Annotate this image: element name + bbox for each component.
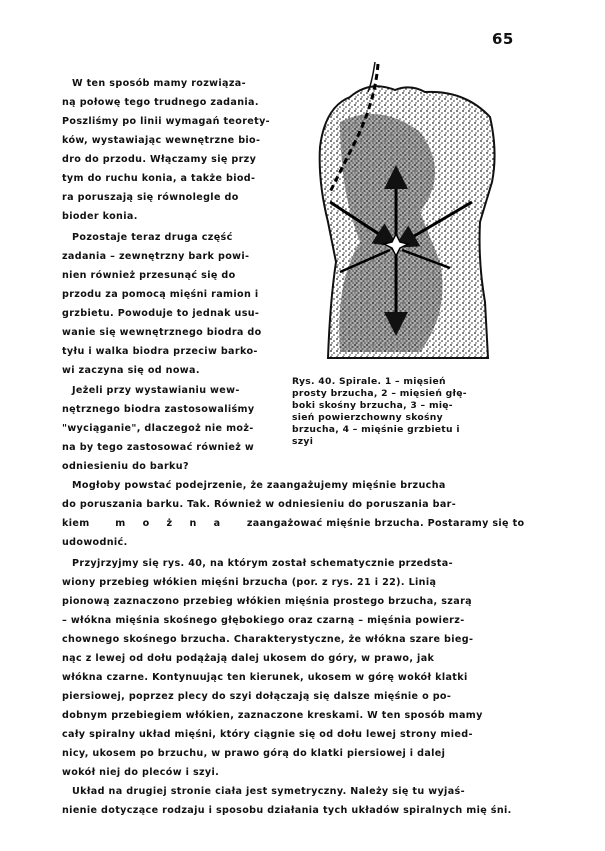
text-line: odniesieniu do barku?	[62, 461, 189, 472]
caption-line: szyi	[292, 436, 314, 447]
text-line	[62, 518, 525, 530]
caption-line: prosty brzucha, 2 – mięsień głę-	[292, 388, 467, 399]
text-line: ną połowę tego trudnego zadania.	[62, 97, 259, 108]
text-line: przodu za pomocą mięśni ramion i	[62, 289, 259, 300]
text-line: udowodnić.	[62, 537, 128, 548]
text-line: ra poruszają się równolegle do	[62, 192, 239, 203]
text-line: nicy, ukosem po brzuchu, w prawo górą do klatki piersiowej i dalej	[62, 748, 446, 759]
text-line: Układ na drugiej stronie ciała jest symetryczny. Należy się tu wyjaś-	[72, 786, 465, 797]
text-line: Jeżeli przy wystawianiu wew-	[72, 385, 240, 396]
text-line: Przyjrzyjmy się rys. 40, na którym został schematycznie przedsta-	[72, 558, 453, 569]
text-line: na by tego zastosować również w	[62, 442, 255, 453]
text-line: "wyciąganie", dlaczegoż nie moż-	[62, 423, 254, 434]
torso-spiral-figure	[300, 62, 515, 362]
page-number: 65	[492, 30, 514, 48]
torso-illustration	[300, 62, 515, 362]
text-line: dobnym przebiegiem włókien, zaznaczone kreskami. W ten sposób mamy	[62, 710, 483, 721]
text-line: pionową zaznaczono przebieg włókien mięśnia prostego brzucha, szarą	[62, 596, 472, 607]
text-line: bioder konia.	[62, 211, 138, 222]
text-line: nienie dotyczące rodzaju i sposobu działania tych układów spiralnych mię śni.	[62, 805, 512, 816]
text-line: W ten sposób mamy rozwiąza-	[72, 78, 246, 89]
caption-line: brzucha, 4 – mięśnie grzbietu i	[292, 424, 460, 435]
text-line: wiony przebieg włókien mięśni brzucha (por. z rys. 21 i 22). Linią	[62, 577, 437, 588]
text-fragment: kiem	[62, 518, 90, 529]
text-line: wanie się wewnętrznego biodra do	[62, 327, 262, 338]
text-line: zadania – zewnętrzny bark powi-	[62, 251, 250, 262]
text-line: nąc z lewej od dołu podążają dalej ukosem do góry, w prawo, jak	[62, 653, 435, 664]
text-line: włókna czarne. Kontynuując ten kierunek, ukosem w górę wokół klatki	[62, 672, 468, 683]
caption-line: Rys. 40. Spirale. 1 – mięsień	[292, 376, 446, 387]
text-fragment: zaangażować mięśnie brzucha. Postaramy się to	[246, 518, 525, 529]
text-line: tyłu i walka biodra przeciw barko-	[62, 346, 258, 357]
text-line: ków, wystawiając wewnętrzne bio-	[62, 135, 261, 146]
text-line: Mogłoby powstać podejrzenie, że zaangażujemy mięśnie brzucha	[72, 480, 446, 491]
spaced-emphasis: m o ż n a	[115, 518, 228, 529]
text-line: tym do ruchu konia, a także biod-	[62, 173, 256, 184]
text-line: do poruszania barku. Tak. Również w odniesieniu do poruszania bar-	[62, 499, 457, 510]
text-line: – włókna mięśnia skośnego głębokiego oraz czarną – mięśnia powierz-	[62, 615, 465, 626]
caption-line: boki skośny brzucha, 3 – mię-	[292, 400, 453, 411]
text-line: cały spiralny układ mięśni, który ciągnie się od dołu lewej strony mied-	[62, 729, 473, 740]
text-line: piersiowej, poprzez plecy do szyi dołączają się dalsze mięśnie o po-	[62, 691, 452, 702]
text-line: Poszliśmy po linii wymagań teorety-	[62, 116, 271, 127]
text-line: nien również przesunąć się do	[62, 270, 236, 281]
text-line: wi zaczyna się od nowa.	[62, 365, 200, 376]
text-line: wokół niej do pleców i szyi.	[62, 767, 220, 778]
text-line: dro do przodu. Włączamy się przy	[62, 154, 257, 165]
text-line: chownego skośnego brzucha. Charakterystyczne, że włókna szare bieg-	[62, 634, 474, 645]
caption-line: sień powierzchowny skośny	[292, 412, 443, 423]
text-line: nętrznego biodra zastosowaliśmy	[62, 404, 255, 415]
text-line: grzbietu. Powoduje to jednak usu-	[62, 308, 260, 319]
text-line: Pozostaje teraz druga część	[72, 232, 233, 243]
